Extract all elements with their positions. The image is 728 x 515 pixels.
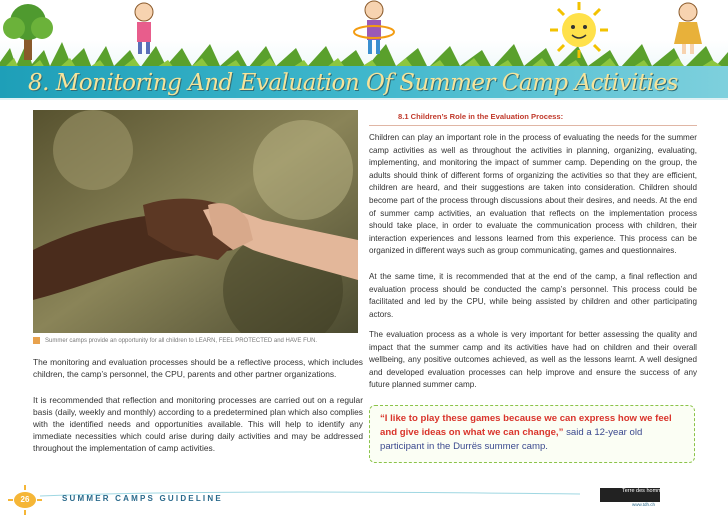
- quote-box: [369, 405, 695, 463]
- footer-guideline: SUMMER CAMPS GUIDELINE: [62, 494, 223, 503]
- quote-text: “I like to play these games because we can express how we feel and give ideas on what we can change,”: [380, 413, 672, 438]
- caption-bullet-icon: [33, 337, 40, 344]
- page-number: 26: [14, 492, 36, 508]
- caption-text: Summer camps provide an opportunity for all children to LEARN, FEEL PROTECTED and HAVE FUN.: [45, 337, 318, 344]
- logo-text: Terre des hommes: [622, 488, 668, 494]
- left-paragraph: The monitoring and evaluation processes should be a reflective process, which includes children, the camp’s personnel, the CPU, parents and other partner organizations.: [33, 357, 363, 379]
- photo-caption: [33, 337, 363, 344]
- right-paragraph: At the same time, it is recommended that at the end of the camp, a final reflection and evaluation process should be conducted the camp’s personnel. This process could be facilitated and led by the CPU, while being assisted by children and other participating actors.: [369, 272, 697, 319]
- page-title: 8. Monitoring And Evaluation Of Summer Camp Activities: [28, 70, 678, 96]
- page-header: [0, 0, 728, 100]
- tree-illustration: [0, 0, 60, 62]
- section-title: 8.1 Children’s Role in the Evaluation Process:: [398, 112, 564, 121]
- child-illustration: [666, 0, 710, 56]
- right-paragraph: The evaluation process as a whole is very important for better assessing the quality and impact that the summer camp and its activities have had on children and their overall wellbeing, any positive outcomes achieved, as well as the lessons learnt. A well designed and developed evaluation processes can help improve and ensure the success of any future planned summer camp.: [369, 330, 697, 390]
- section-divider: [369, 125, 697, 126]
- hands-photo-illustration: [33, 110, 358, 333]
- left-paragraph: It is recommended that reflection and monitoring processes are carried out on a regular basis (daily, weekly and monthly) according to a predetermined plan which also complies with the identified needs and opportunities available. This will help to identify any immediate necessities which could arise during daily activities and may be addressed throughout the implementation of camp activities.: [33, 395, 363, 453]
- quote-attribution: said a 12-year old participant in the Durrës summer camp.: [380, 427, 643, 452]
- child-illustration: [124, 0, 164, 56]
- child-hoop-illustration: [352, 0, 396, 56]
- quote: [380, 412, 684, 454]
- right-paragraph: Children can play an important role in the process of evaluating the needs for the summer camp activities as well as throughout the activities in planning, organizing, evaluating, implementing, and monitoring the impact of summer camp. Depending on the group, the adults should think of different forms of organizing the activities so that they are efficient, children are heard, and their suggestions are taken into consideration. Children should become part of the process through discussions about their desires, and needs. At the end of summer camp activities, an evaluation that reflects on the implementation process should take place, in order to evaluate the communication process with children, their interaction experiences and lessons learned from this experience. This process can be organized in different ways such as group communicating, games and questionnaires.: [369, 133, 697, 256]
- hands-photo: [33, 110, 358, 333]
- footer-url: www.tdh.ch: [632, 502, 656, 507]
- sun-icon: [546, 0, 612, 60]
